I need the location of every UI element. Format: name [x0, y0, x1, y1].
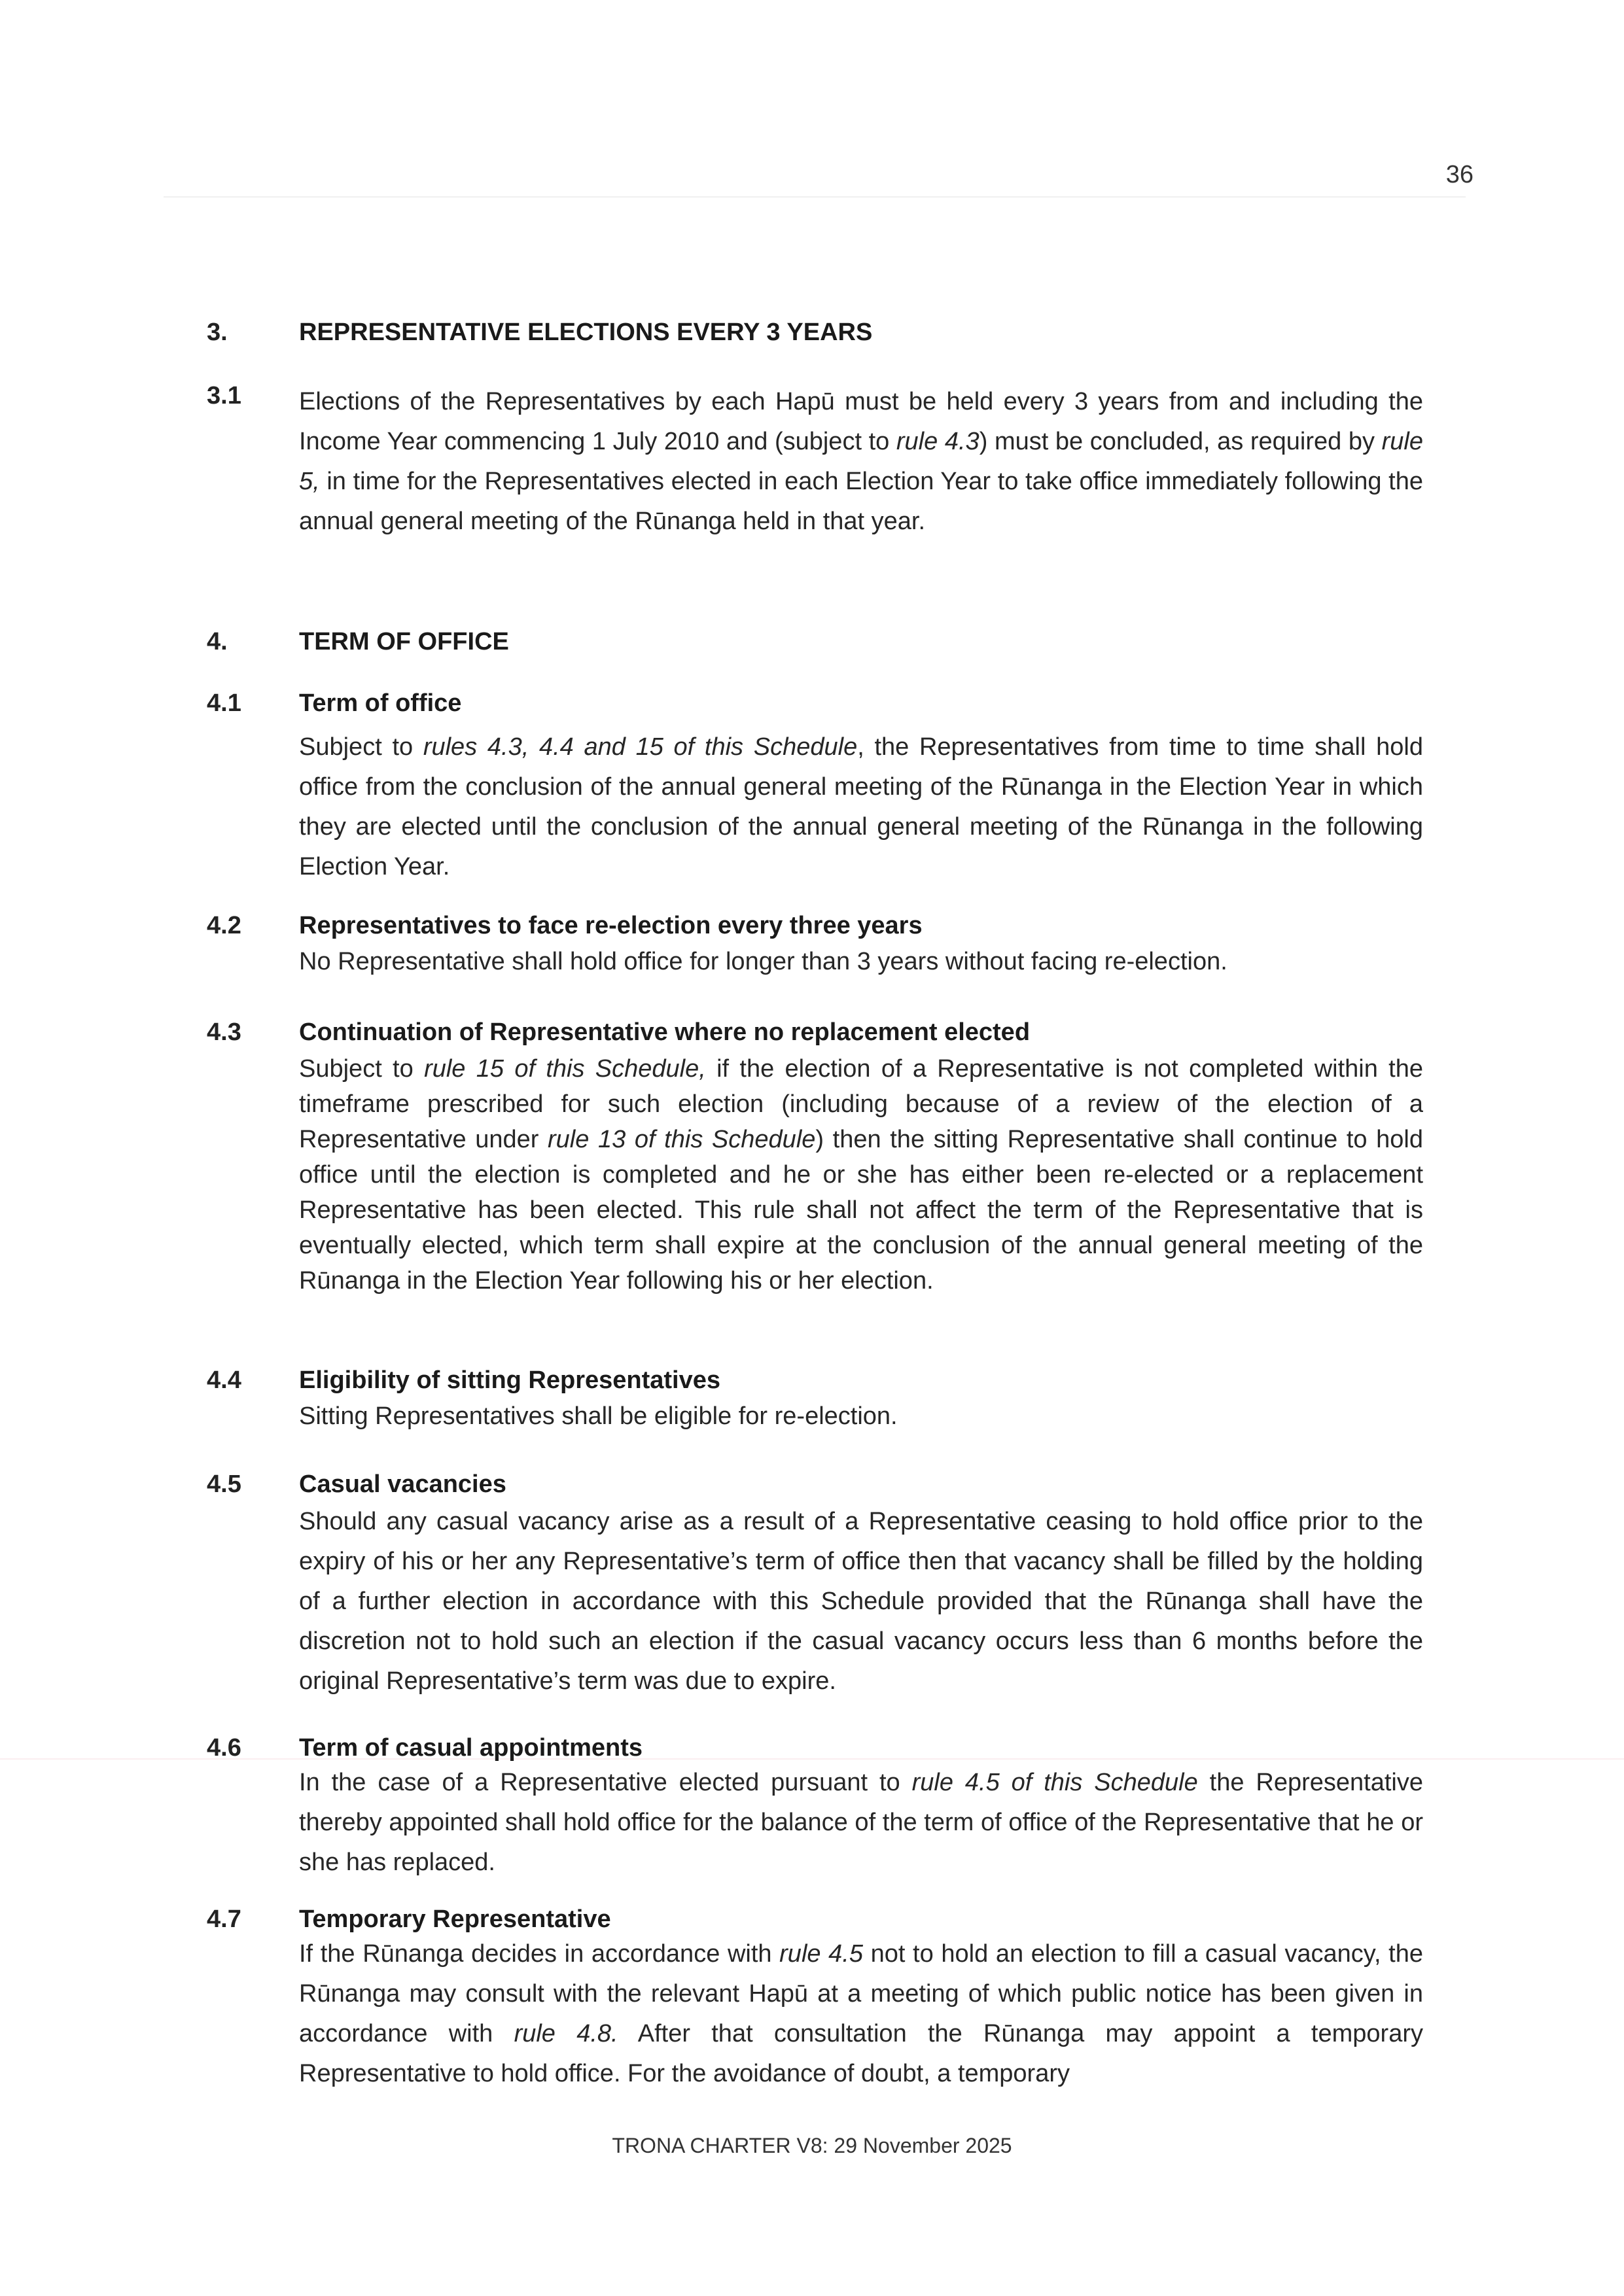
rule-reference: rules 4.3, 4.4 and 15 of this Schedule: [423, 733, 858, 761]
text-run: in time for the Representatives elected in each Election Year to take office immediately following the annual general meeting of the Rūnanga held in that year.: [299, 468, 1423, 535]
rule-reference: rule 4.5 of this Schedule: [911, 1769, 1198, 1796]
clause-number: 4.1: [207, 689, 241, 717]
text-run: ) then the sitting Representative shall continue to hold office until the election is completed and he or she has either been re-elected or a replacement Representative has been elected. This rule shall not affect the term of the Representative that is eventually elected, which term shall expire at the conclusion of the annual general meeting of the Rūnanga in the Election Year following his or her election.: [299, 1126, 1423, 1295]
rule-reference: rule 5,: [299, 428, 1423, 495]
clause-body: [299, 1397, 1423, 1436]
text-run: If the Rūnanga decides in accordance with: [299, 1940, 780, 1968]
text-run: No Representative shall hold office for longer than 3 years without facing re-election.: [299, 948, 1227, 975]
header-rule: [164, 196, 1466, 198]
rule-reference: rule 4.8.: [514, 2020, 618, 2047]
clause-body: [299, 382, 1423, 542]
clause-number: 4.3: [207, 1018, 241, 1046]
clause-number: 4.7: [207, 1905, 241, 1933]
section-number: 4.: [207, 628, 228, 655]
rule-reference: rule 15 of this Schedule,: [424, 1055, 706, 1083]
section-heading: TERM OF OFFICE: [299, 628, 509, 655]
clause-number: 3.1: [207, 382, 241, 409]
scan-artifact-line: [0, 1758, 1624, 1760]
text-run: In the case of a Representative elected pursuant to: [299, 1769, 912, 1796]
text-run: Elections of the Representatives by each Hapū must be held every 3 years from and including the Income Year commencing 1 July 2010 and (subject to: [299, 388, 1423, 455]
section-number: 3.: [207, 319, 228, 346]
clause-heading: Temporary Representative: [299, 1905, 611, 1933]
rule-reference: rule 13 of this Schedule: [548, 1126, 816, 1153]
clause-body: [299, 1763, 1423, 1883]
rule-reference: rule 4.3: [896, 428, 980, 455]
clause-heading: Continuation of Representative where no replacement elected: [299, 1018, 1031, 1046]
clause-heading: Casual vacancies: [299, 1470, 506, 1498]
clause-body: [299, 1051, 1423, 1298]
text-run: ) must be concluded, as required by: [979, 428, 1382, 455]
clause-body: [299, 1934, 1423, 2094]
clause-body: [299, 942, 1423, 982]
page-number: 36: [1445, 161, 1474, 188]
text-run: After that consultation the Rūnanga may appoint a temporary Representative to hold office. For the avoidance of doubt, a temporary: [299, 2020, 1423, 2087]
clause-heading: Representatives to face re-election every three years: [299, 912, 923, 939]
text-run: Should any casual vacancy arise as a result of a Representative ceasing to hold office prior to the expiry of his or her any Representative’s term of office then that vacancy shall be filled by the holding of a further election in accordance with this Schedule provided that the Rūnanga shall have the discretion not to hold such an election if the casual vacancy occurs less than 6 months before the original Representative’s term was due to expire.: [299, 1508, 1423, 1695]
text-run: the Representative thereby appointed shall hold office for the balance of the term of office of the Representative that he or she has replaced.: [299, 1769, 1424, 1876]
document-footer: TRONA CHARTER V8: 29 November 2025: [612, 2134, 1012, 2157]
rule-reference: rule 4.5: [779, 1940, 863, 1968]
clause-number: 4.2: [207, 912, 241, 939]
clause-heading: Eligibility of sitting Representatives: [299, 1366, 721, 1394]
clause-number: 4.6: [207, 1734, 241, 1762]
text-run: not to hold an election to fill a casual vacancy, the Rūnanga may consult with the relevant Hapū at a meeting of which public notice has been given in accordance with: [299, 1940, 1423, 2047]
clause-heading: Term of office: [299, 689, 462, 717]
text-run: Subject to: [299, 733, 423, 761]
text-run: if the election of a Representative is not completed within the timeframe prescribed for such election (including because of a review of the election of a Representative under: [299, 1055, 1423, 1153]
text-run: Subject to: [299, 1055, 425, 1083]
clause-heading: Term of casual appointments: [299, 1734, 643, 1762]
clause-number: 4.5: [207, 1470, 241, 1498]
clause-body: [299, 727, 1423, 887]
clause-number: 4.4: [207, 1366, 241, 1394]
text-run: , the Representatives from time to time shall hold office from the conclusion of the annual general meeting of the Rūnanga in the Election Year in which they are elected until the conclusion of the annual general meeting of the Rūnanga in the following Election Year.: [299, 733, 1423, 880]
section-heading: REPRESENTATIVE ELECTIONS EVERY 3 YEARS: [299, 319, 873, 346]
clause-body: [299, 1502, 1423, 1701]
text-run: Sitting Representatives shall be eligible for re-election.: [299, 1402, 898, 1430]
